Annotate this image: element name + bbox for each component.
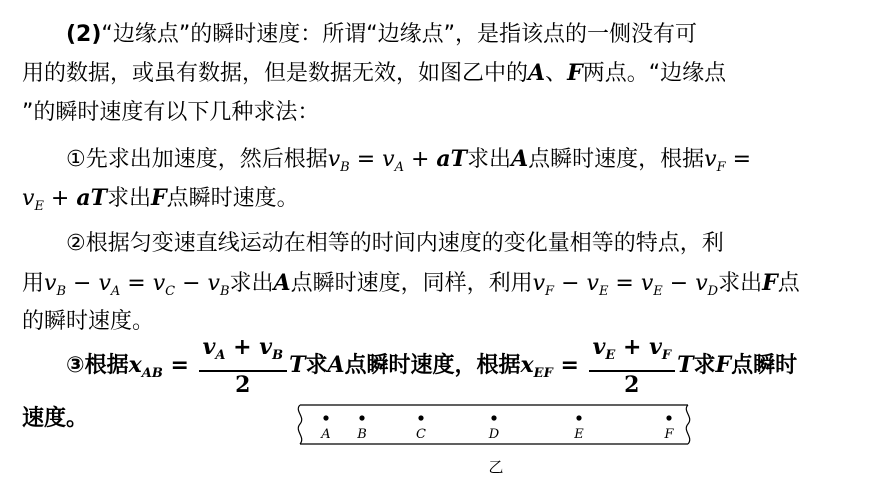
separator: 、 <box>545 61 568 86</box>
tape-label-e: E <box>574 427 584 442</box>
var-v: v <box>259 334 273 360</box>
point-f-label: F <box>762 270 778 296</box>
tape-label-a: A <box>321 427 331 442</box>
tape-label-c: C <box>416 427 426 442</box>
intro-text-2: 用的数据，或虽有数据，但是数据无效，如图乙中的 <box>22 61 529 86</box>
sub-f: F <box>545 284 555 299</box>
intro-text-1: “边缘点”的瞬时速度：所谓“边缘点”，是指该点的一侧没有可 <box>101 22 698 47</box>
method3-mid3: 求 <box>693 353 716 378</box>
var-t: T <box>677 352 694 378</box>
point-a-label: A <box>273 270 291 296</box>
var-v: v <box>202 334 216 360</box>
method1-end1: 求出 <box>107 186 152 211</box>
sub-b: B <box>219 284 230 299</box>
var-x: x <box>520 352 534 378</box>
tape-label-b: B <box>357 427 367 442</box>
sub-c: C <box>165 284 176 299</box>
sub-e: E <box>605 348 616 363</box>
method3-end: 点瞬时 <box>731 353 798 378</box>
method2-line-3 <box>22 307 852 337</box>
section-number: (2) <box>66 22 102 47</box>
var-v: v <box>22 186 35 211</box>
denominator: 2 <box>624 372 640 398</box>
sub-a: A <box>394 160 404 175</box>
sub-e: E <box>598 284 609 299</box>
method2-end: 的瞬时速度。 <box>22 309 155 334</box>
var-v: v <box>382 147 395 172</box>
intro-text-2-end: 两点。“边缘点 <box>582 61 727 86</box>
var-v: v <box>592 334 606 360</box>
intro-line-2 <box>22 58 852 89</box>
term-at: aT <box>436 146 468 172</box>
intro-text-3: ”的瞬时速度有以下几种求法： <box>22 100 320 125</box>
method2-mid: 点瞬时速度，同样，利用 <box>290 271 533 296</box>
method3-lead: ③根据 <box>66 353 129 378</box>
sub-b: B <box>56 284 67 299</box>
method1-mid2: 点瞬时速度，根据 <box>528 147 705 172</box>
tape-label-f: F <box>664 427 674 442</box>
term-at: aT <box>76 185 107 211</box>
var-t: T <box>289 352 306 378</box>
var-v: v <box>649 334 662 360</box>
method2-find-f: 求出 <box>718 271 763 296</box>
point-f-label: F <box>567 60 583 86</box>
sub-ab: AB <box>141 366 163 381</box>
denominator: 2 <box>235 372 251 398</box>
tape-dot-a <box>323 415 328 420</box>
intro-line-1 <box>66 20 852 50</box>
var-v: v <box>327 147 341 172</box>
sub-b: B <box>272 348 284 363</box>
sub-b: B <box>340 160 350 175</box>
fraction-ab: $\frac{v_A + v_B}{2}$ <box>199 334 287 398</box>
sub-ef: EF <box>533 366 553 381</box>
sub-e: E <box>653 284 663 299</box>
method3-mid2: 点瞬时速度，根据 <box>344 353 521 378</box>
tape-left-tear <box>298 405 301 444</box>
method2-point-word: 点 <box>777 271 800 296</box>
var-v: v <box>704 147 717 172</box>
tape-right-tear <box>686 405 689 444</box>
tape-dot-f <box>666 415 671 420</box>
method1-line-2: $v_E$ + aT求出F点瞬时速度。 <box>22 185 299 214</box>
tape-dot-c <box>418 415 423 420</box>
figure-caption: 乙 <box>488 458 504 476</box>
point-a-label: A <box>528 60 546 86</box>
point-a-label: A <box>327 352 345 378</box>
sub-f: F <box>716 160 726 175</box>
sub-a: A <box>215 348 226 363</box>
method1-mid: 求出 <box>467 147 512 172</box>
paper-tape-figure <box>292 400 700 450</box>
method1-lead: ①先求出加速度，然后根据 <box>66 147 328 172</box>
sub-a: A <box>110 284 121 299</box>
method3-line-1: ③根据$x_{AB}$ = $\frac{v_A + v_B}{2}$ T求A点瞬时速度，根据$x_{EF}$ = $\frac{v_E + v_F}{2}$ T求F点瞬时 <box>66 334 798 398</box>
tape-dot-e <box>576 415 581 420</box>
method1-line-1: ①先求出加速度，然后根据$v_B = v_A$ + aT求出A点瞬时速度，根据$v_F$ = <box>66 146 752 175</box>
method2-lead: ②根据匀变速直线运动在相等的时间内速度的变化量相等的特点，利 <box>66 231 724 256</box>
sub-d: D <box>707 284 719 299</box>
point-a-label: A <box>511 146 529 172</box>
tape-dot-d <box>491 415 496 420</box>
tape-dot-b <box>359 415 364 420</box>
method2-find-a: 求出 <box>229 271 274 296</box>
method2-use: 用 <box>22 271 45 296</box>
sub-f: F <box>661 348 672 363</box>
method2-line-1 <box>66 229 852 259</box>
method2-line-2: 用$v_B - v_A = v_C - v_B$求出A点瞬时速度，同样，利用$v_F - v_E = v_E - v_D$求出F点 <box>22 270 800 299</box>
method3-last-line: 速度。 <box>22 406 89 431</box>
sub-e: E <box>34 199 44 214</box>
method1-end2: 点瞬时速度。 <box>166 186 299 211</box>
method3-mid1: 求 <box>305 353 328 378</box>
point-f-label: F <box>151 185 167 211</box>
fraction-ef: $\frac{v_E + v_F}{2}$ <box>589 334 676 398</box>
point-f-label: F <box>715 352 732 378</box>
var-x: x <box>128 352 142 378</box>
intro-line-3 <box>22 98 852 128</box>
tape-label-d: D <box>488 427 500 442</box>
